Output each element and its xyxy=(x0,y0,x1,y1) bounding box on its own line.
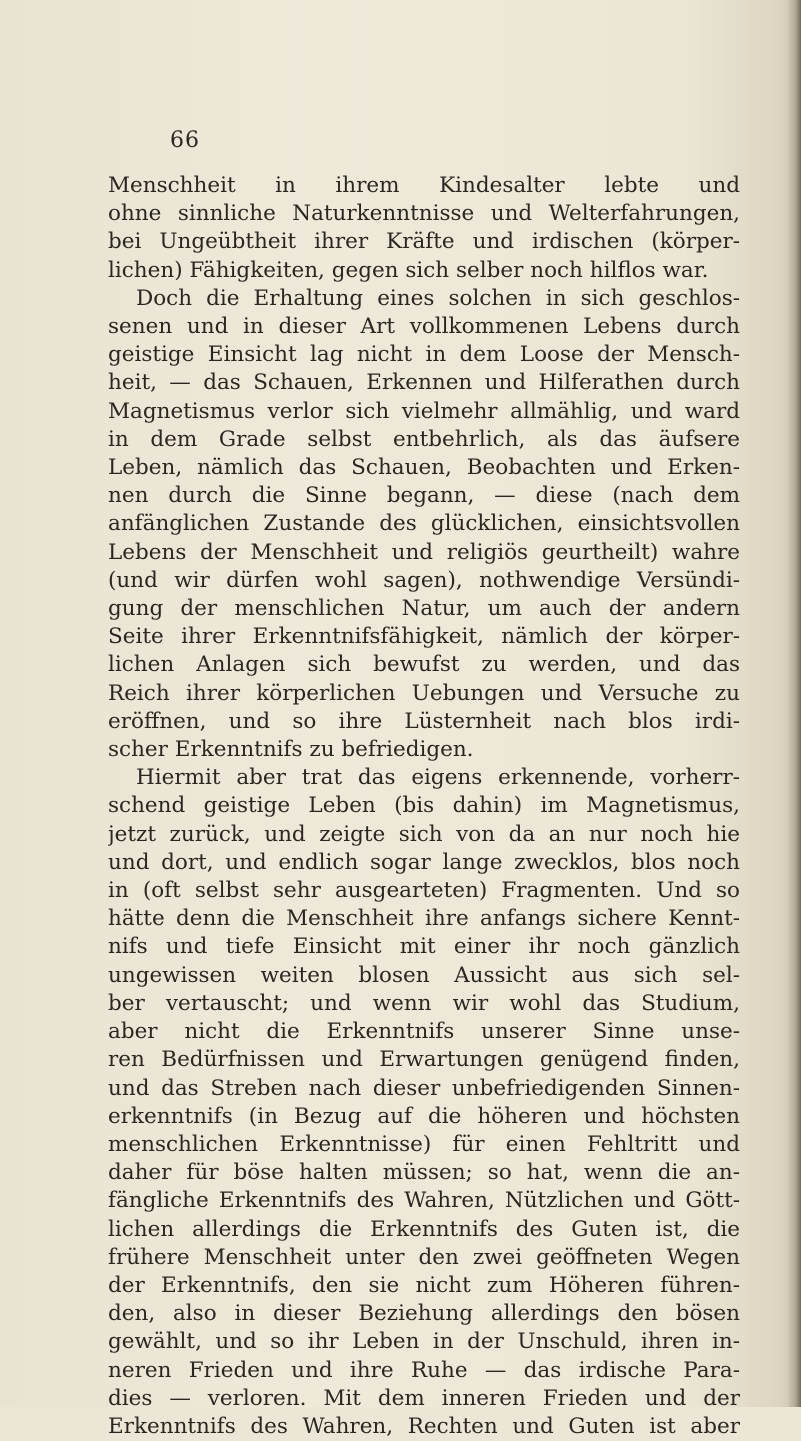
text-line: ungewissen weiten blosen Aussicht aus sich sel- xyxy=(108,962,740,988)
text-line: und dort, und endlich sogar lange zwecklos, blos noch xyxy=(108,849,740,875)
text-line: ohne sinnliche Naturkenntnisse und Welterfahrungen, xyxy=(108,201,740,227)
text-line: Hiermit aber trat das eigens erkennende, vorherr- xyxy=(136,765,740,791)
text-line: bei Ungeübtheit ihrer Kräfte und irdischen (körper- xyxy=(108,229,740,255)
text-line: Menschheit in ihrem Kindesalter lebte und xyxy=(108,173,740,198)
text-line: ber vertauscht; und wenn wir wohl das Studium, xyxy=(108,990,740,1016)
body-text xyxy=(108,172,740,1441)
text-line: hätte denn die Menschheit ihre anfangs sichere Kennt- xyxy=(108,906,740,932)
text-line: in (oft selbst sehr ausgearteten) Fragmenten. Und so xyxy=(108,878,740,904)
text-line: Leben, nämlich das Schauen, Beobachten und Erken- xyxy=(108,455,740,481)
text-line: gewählt, und so ihr Leben in der Unschuld, ihren in- xyxy=(108,1329,740,1355)
text-line: Doch die Erhaltung eines solchen in sich geschlos- xyxy=(136,285,740,311)
text-line: lichen Anlagen sich bewufst zu werden, und das xyxy=(108,652,740,678)
text-line: Reich ihrer körperlichen Uebungen und Versuche zu xyxy=(108,680,740,706)
text-line: senen und in dieser Art vollkommenen Lebens durch xyxy=(108,314,740,340)
text-line: und das Streben nach dieser unbefriedigenden Sinnen- xyxy=(108,1075,740,1101)
text-line: Magnetismus verlor sich vielmehr allmählig, und ward xyxy=(108,398,740,424)
text-line: (und wir dürfen wohl sagen), nothwendige Versündi- xyxy=(108,567,740,593)
text-line: daher für böse halten müssen; so hat, wenn die an- xyxy=(108,1160,740,1186)
page-edge-shadow xyxy=(787,0,801,1407)
page-number: 66 xyxy=(170,128,200,153)
text-line: eröffnen, und so ihre Lüsternheit nach blos irdi- xyxy=(108,708,740,734)
text-line: menschlichen Erkenntnisse) für einen Fehltritt und xyxy=(108,1131,740,1157)
text-line: neren Frieden und ihre Ruhe — das irdische Para- xyxy=(108,1357,740,1383)
text-line: den, also in dieser Beziehung allerdings den bösen xyxy=(108,1301,740,1327)
text-line: lichen allerdings die Erkenntnifs des Guten ist, die xyxy=(108,1216,740,1242)
text-line: heit, — das Schauen, Erkennen und Hilferathen durch xyxy=(108,370,740,396)
text-line: nifs und tiefe Einsicht mit einer ihr noch gänzlich xyxy=(108,934,740,960)
text-line: gung der menschlichen Natur, um auch der andern xyxy=(108,596,740,622)
text-line: nen durch die Sinne begann, — diese (nach dem xyxy=(108,483,740,509)
text-line: Seite ihrer Erkenntnifsfähigkeit, nämlich der körper- xyxy=(108,624,740,650)
text-line: in dem Grade selbst entbehrlich, als das äufsere xyxy=(108,426,740,452)
text-line: geistige Einsicht lag nicht in dem Loose der Mensch- xyxy=(108,342,740,368)
text-line: ren Bedürfnissen und Erwartungen genügend finden, xyxy=(108,1047,740,1073)
text-line: frühere Menschheit unter den zwei geöffneten Wegen xyxy=(108,1244,740,1270)
text-line: Lebens der Menschheit und religiös geurtheilt) wahre xyxy=(108,539,740,565)
text-line: anfänglichen Zustande des glücklichen, einsichtsvollen xyxy=(108,511,740,537)
text-line: jetzt zurück, und zeigte sich von da an nur noch hie xyxy=(108,821,740,847)
text-line: scher Erkenntnifs zu befriedigen. xyxy=(108,737,474,763)
text-line: der Erkenntnifs, den sie nicht zum Höheren führen- xyxy=(108,1272,740,1298)
text-line: lichen) Fähigkeiten, gegen sich selber noch hilflos war. xyxy=(108,257,709,283)
text-line: dies — verloren. Mit dem inneren Frieden und der xyxy=(108,1385,740,1411)
text-line: aber nicht die Erkenntnifs unserer Sinne unse- xyxy=(108,1019,740,1045)
text-line: fängliche Erkenntnifs des Wahren, Nützlichen und Gött- xyxy=(108,1188,740,1214)
text-line: Erkenntnifs des Wahren, Rechten und Guten ist aber xyxy=(108,1413,740,1439)
text-line: schend geistige Leben (bis dahin) im Magnetismus, xyxy=(108,793,740,819)
text-line: erkenntnifs (in Bezug auf die höheren und höchsten xyxy=(108,1103,740,1129)
